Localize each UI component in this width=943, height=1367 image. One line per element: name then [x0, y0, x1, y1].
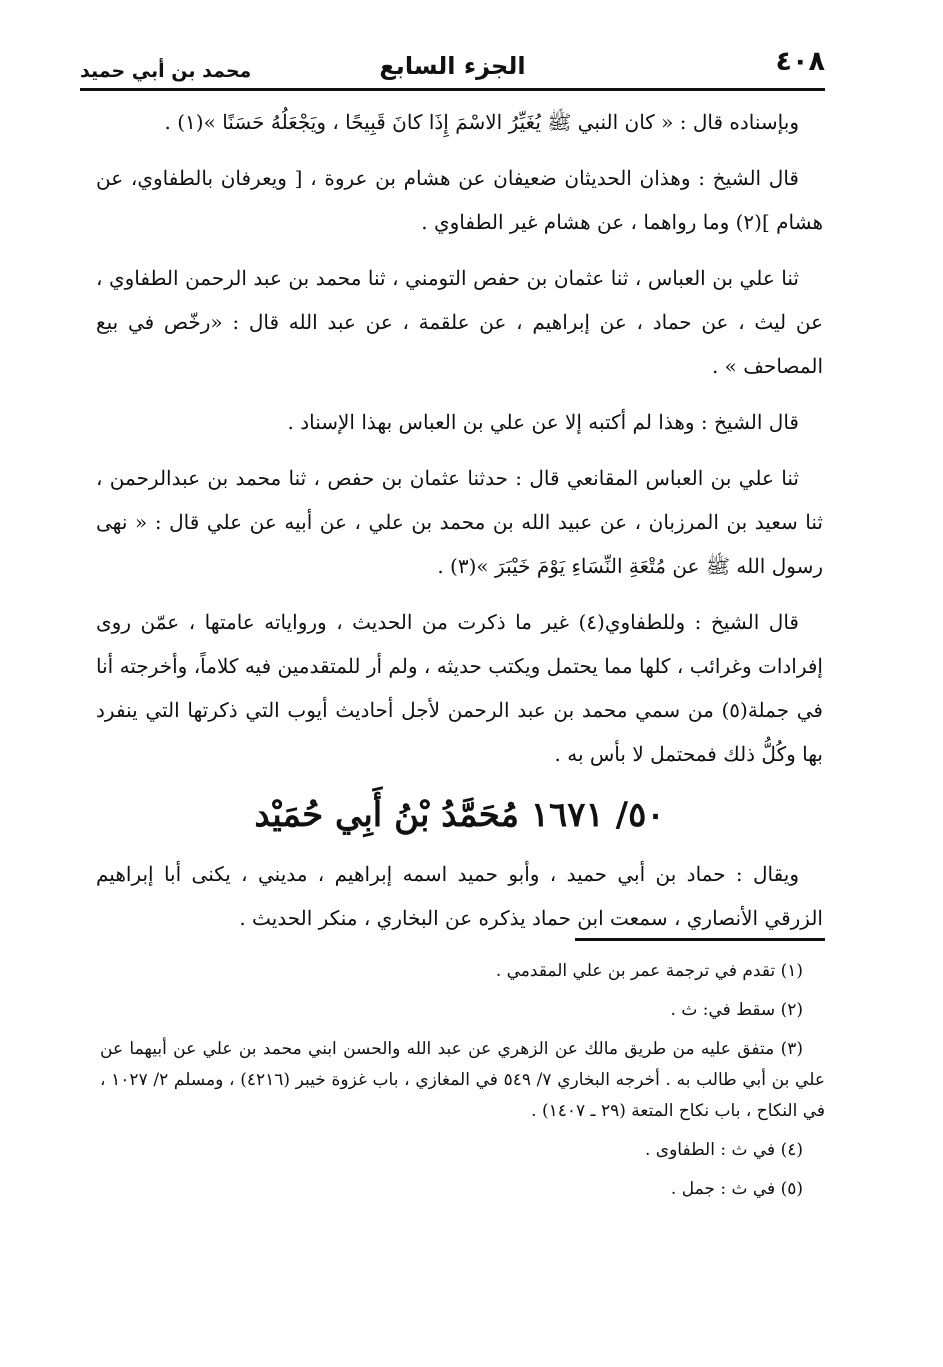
main-text	[96, 100, 823, 952]
header-rule	[80, 88, 825, 91]
page-header	[80, 38, 825, 82]
footnote-1: (١) تقدم في ترجمة عمر بن علي المقدمي .	[495, 961, 803, 981]
running-title: محمد بن أبي حميد	[80, 60, 252, 82]
footnotes	[100, 956, 825, 1213]
footnote-5: (٥) في ث : جمل .	[670, 1179, 803, 1199]
footnote-4: (٤) في ث : الطفاوى .	[644, 1140, 803, 1160]
footnote-3: (٣) متفق عليه من طريق مالك عن الزهري عن عبد الله والحسن ابني محمد بن علي عن أبيهما عن علي بن أبي طالب به . أخرجه البخاري ٧/ ٥٤٩ في المغازي ، باب غزوة خيبر (٤٢١٦) ، ومسلم ٢/ ١٠٢٧ ، في النكاح ، باب نكاح المتعة (٢٩ ـ ١٤٠٧) .	[100, 1039, 825, 1121]
page-number: ٤٠٨	[775, 46, 825, 77]
paragraph-1: وبإسناده قال : « كان النبي ﷺ يُغَيِّرُ الاسْمَ إِذَا كانَ قَبِيحًا ، ويَجْعَلُهُ حَسَنًا »(١) .	[164, 110, 799, 134]
paragraph-4: قال الشيخ : وهذا لم أكتبه إلا عن علي بن العباس بهذا الإسناد .	[287, 410, 799, 434]
footnote-2: (٢) سقط في: ث .	[670, 1000, 803, 1020]
part-title: الجزء السابع	[379, 52, 526, 80]
paragraph-6: قال الشيخ : وللطفاوي(٤) غير ما ذكرت من الحديث ، ورواياته عامتها ، عمّن روى إفرادات وغرائب ، كلها مما يحتمل ويكتب حديثه ، ولم أر للمتقدمين فيه كلاماً، وأخرجته أنا في جملة(٥) من سمي محمد بن عبد الرحمن لأجل أحاديث أيوب التي ذكرتها التي ينفرد بها وكُلُّ ذلك فمحتمل لا بأس به .	[96, 610, 823, 766]
footnote-rule	[575, 938, 825, 941]
paragraph-7: ويقال : حماد بن أبي حميد ، وأبو حميد اسمه إبراهيم ، مديني ، يكنى أبا إبراهيم الزرقي الأنصاري ، سمعت ابن حماد يذكره عن البخاري ، منكر الحديث .	[96, 862, 823, 930]
paragraph-5: ثنا علي بن العباس المقانعي قال : حدثنا عثمان بن حفص ، ثنا محمد بن عبدالرحمن ، ثنا سعيد بن المرزبان ، عن عبيد الله بن محمد بن علي ، عن أبيه عن علي قال : « نهى رسول الله ﷺ عن مُتْعَةِ النِّسَاءِ يَوْمَ خَيْبَرَ »(٣) .	[96, 466, 823, 578]
entry-title: ٥٠/ ١٦٧١ مُحَمَّدُ بْنُ أَبِي حُمَيْد	[254, 795, 665, 835]
paragraph-3: ثنا علي بن العباس ، ثنا عثمان بن حفص التومني ، ثنا محمد بن عبد الرحمن الطفاوي ، عن ليث ، عن حماد ، عن إبراهيم ، عن علقمة ، عن عبد الله قال : «رخّص في بيع المصاحف » .	[96, 266, 824, 378]
paragraph-2: قال الشيخ : وهذان الحديثان ضعيفان عن هشام بن عروة ، [ ويعرفان بالطفاوي، عن هشام ](٢) وما رواهما ، عن هشام غير الطفاوي .	[96, 166, 823, 234]
